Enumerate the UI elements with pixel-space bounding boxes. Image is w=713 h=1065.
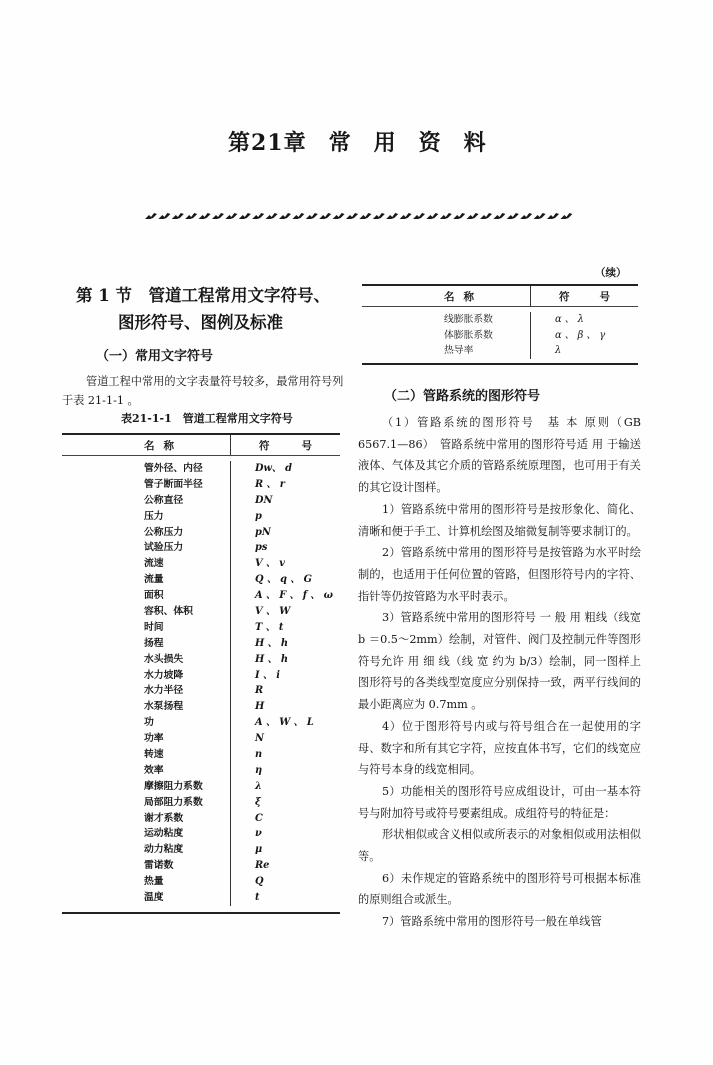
intro-paragraph xyxy=(62,372,344,410)
ornament-glyph xyxy=(333,213,345,219)
table-cell-name: 压力 xyxy=(144,510,164,522)
table-cell-name: 管子断面半径 xyxy=(144,478,203,490)
ornament-glyph xyxy=(440,213,452,219)
table-cell-name: 热导率 xyxy=(444,345,474,356)
header-symbol-char: 符 xyxy=(259,439,270,452)
ornament-glyph xyxy=(306,213,318,219)
chapter-word: 料 xyxy=(463,130,487,156)
header-name-char: 名 xyxy=(144,439,155,452)
header-name xyxy=(62,435,231,455)
chapter-word: 用 xyxy=(373,130,397,156)
continued-table xyxy=(362,284,638,365)
table-header xyxy=(362,286,638,307)
paragraph: 5）功能相关的图形符号应成组设计，可由一基本符号与附加符号或符号要素组成。成组符号的特征是： xyxy=(358,784,641,820)
symbols-table xyxy=(62,433,340,914)
table-cell-symbol: ξ xyxy=(255,796,261,808)
ornament-glyph xyxy=(534,213,546,219)
paragraph: 7）管路系统中常用的图形符号一般在单线管 xyxy=(382,915,602,929)
table-cell-name: 功率 xyxy=(144,733,164,745)
table-cell-name: 转速 xyxy=(144,749,164,761)
table-cell-name: 功 xyxy=(144,717,154,729)
body-text xyxy=(358,412,641,933)
table-cell-name: 雷诺数 xyxy=(144,860,174,872)
ornament-glyph xyxy=(467,213,479,219)
table-header xyxy=(62,435,340,456)
table-cell-symbol: A 、 F 、 f 、 ω xyxy=(255,590,333,602)
table-cell-symbol: I 、 i xyxy=(255,669,280,681)
intro-text: 管道工程中常用的文字表量符号较多，最常用符号列于表 21-1-1 。 xyxy=(62,375,344,407)
chapter-number: 第21章 xyxy=(228,130,307,156)
table-cell-name: 容积、体积 xyxy=(144,606,193,618)
table-cell-name: 局部阻力系数 xyxy=(144,796,203,808)
table-cell-symbol: η xyxy=(255,764,263,776)
continued-label: （续） xyxy=(595,267,627,279)
section-title xyxy=(76,282,330,336)
table-cell-symbol: C xyxy=(255,812,263,824)
ornament-glyph xyxy=(212,213,224,219)
ornament-glyph xyxy=(426,213,438,219)
header-symbol-char: 符 xyxy=(559,290,570,303)
ornament-glyph xyxy=(493,213,505,219)
table-cell-symbol: ν xyxy=(255,828,262,840)
table-cell-name: 面积 xyxy=(144,590,164,602)
table-cell-symbol: V 、 v xyxy=(255,558,285,570)
subsection-heading-2: （二）管路系统的图形符号 xyxy=(384,389,541,404)
table-caption: 表21-1-1 管道工程常用文字符号 xyxy=(121,412,293,425)
table-cell-symbol: α 、 λ xyxy=(555,314,584,325)
ornament-glyph xyxy=(145,213,157,219)
ornament-glyph xyxy=(319,213,331,219)
table-cell-name: 扬程 xyxy=(144,637,164,649)
ornament-glyph xyxy=(279,213,291,219)
table-cell-name: 水力半径 xyxy=(144,685,184,697)
chapter-title xyxy=(228,126,487,157)
table-cell-symbol: pN xyxy=(255,526,271,538)
name-column xyxy=(362,312,531,359)
ornament-glyph xyxy=(520,213,532,219)
table-body xyxy=(362,307,638,363)
table-cell-symbol: Re xyxy=(255,860,270,872)
table-cell-name: 体膨胀系数 xyxy=(444,329,493,341)
ornament-glyph xyxy=(507,213,519,219)
header-name xyxy=(362,286,531,306)
table-cell-name: 谢才系数 xyxy=(144,812,184,824)
ornament-glyph xyxy=(346,213,358,219)
paragraph: 2）管路系统中常用的图形符号是按管路为水平时绘制的，也适用于任何位置的管路，但图形符号内的字符、指针等仍按管路为水平时表示。 xyxy=(358,546,641,603)
header-symbol-char: 号 xyxy=(301,439,312,452)
header-name-char: 称 xyxy=(463,290,474,303)
paragraph: 1）管路系统中常用的图形符号是按形象化、简化、清晰和便于手工、计算机绘图及缩微复制等要求制订的。 xyxy=(358,502,641,538)
ornament-glyph xyxy=(453,213,465,219)
ornament-glyph xyxy=(185,213,197,219)
ornament-glyph xyxy=(225,213,237,219)
table-cell-symbol: T 、 t xyxy=(255,621,284,633)
header-symbol xyxy=(231,438,340,453)
ornament-glyph xyxy=(172,213,184,219)
ornament-glyph xyxy=(560,213,572,219)
table-cell-symbol: A 、 W 、 L xyxy=(255,717,314,729)
ornament-glyph xyxy=(359,213,371,219)
table-cell-name: 运动粘度 xyxy=(144,828,184,840)
table-cell-symbol: Q xyxy=(255,876,264,888)
table-cell-name: 时间 xyxy=(144,621,164,633)
table-cell-name: 热量 xyxy=(144,876,164,888)
table-body xyxy=(62,456,340,912)
table-cell-symbol: λ xyxy=(255,780,262,792)
header-symbol-char: 号 xyxy=(599,290,610,303)
header-name-char: 名 xyxy=(444,290,455,303)
decorative-border-ornament xyxy=(145,210,575,222)
table-cell-name: 试验压力 xyxy=(144,542,184,554)
table-cell-name: 流量 xyxy=(144,574,164,586)
table-cell-name: 公称压力 xyxy=(144,526,184,538)
table-cell-symbol: V 、 W xyxy=(255,606,291,618)
chapter-word: 常 xyxy=(328,130,352,156)
table-cell-name: 管外径、内径 xyxy=(144,463,203,474)
ornament-glyph xyxy=(413,213,425,219)
table-cell-name: 流速 xyxy=(144,558,164,570)
paragraph: 4）位于图形符号内或与符号组合在一起使用的字母、数字和所有其它字符，应按直体书写，它们的线宽应与符号本身的线宽相同。 xyxy=(358,719,641,777)
table-cell-symbol: t xyxy=(255,892,260,904)
symbol-column xyxy=(531,312,605,359)
ornament-glyph xyxy=(480,213,492,219)
ornament-glyph xyxy=(252,213,264,219)
table-cell-name: 动力粘度 xyxy=(144,844,184,856)
header-symbol xyxy=(531,289,638,304)
table-cell-symbol: ps xyxy=(255,542,268,554)
table-cell-symbol: α 、 β 、 γ xyxy=(555,329,606,341)
table-cell-name: 水泵扬程 xyxy=(144,701,184,713)
paragraph: 6）未作规定的管路系统中的图形符号可根据本标准的原则组合或派生。 xyxy=(358,871,641,907)
subsection-heading-1: （一）常用文字符号 xyxy=(96,349,214,364)
table-cell-symbol: Dw、 d xyxy=(255,463,292,474)
table-cell-name: 效率 xyxy=(144,764,164,776)
header-name-char: 称 xyxy=(163,439,174,452)
table-cell-name: 公称直径 xyxy=(144,494,184,506)
table-cell-name: 水力坡降 xyxy=(144,669,184,681)
table-cell-symbol: p xyxy=(255,510,262,522)
table-cell-symbol: R 、 r xyxy=(255,478,285,490)
ornament-glyph xyxy=(292,213,304,219)
paragraph: 3）管路系统中常用的图形符号 一 般 用 粗线（线宽 b ＝0.5～2mm）绘制，对管件、阀门及控制元件等图形符号允许 用 细 线（线 宽 约为 b/3）绘制，同一图样上图形符号的各类线型宽度应分别保持一致，两平行线间的最小距离应为 0.7mm 。 xyxy=(358,611,641,712)
ornament-glyph xyxy=(400,213,412,219)
table-cell-name: 水头损失 xyxy=(144,653,184,665)
table-cell-symbol: H 、 h xyxy=(255,653,288,665)
ornament-glyph xyxy=(239,213,251,219)
table-cell-symbol: H 、 h xyxy=(255,637,288,649)
ornament-glyph xyxy=(266,213,278,219)
table-cell-symbol: λ xyxy=(555,345,562,356)
table-cell-symbol: N xyxy=(255,733,264,745)
chapter-word: 资 xyxy=(418,130,442,156)
table-cell-symbol: Q 、 q 、 G xyxy=(255,574,312,586)
ornament-glyph xyxy=(199,213,211,219)
section-title-line2: 图形符号、图例及标准 xyxy=(118,313,283,332)
ornament-glyph xyxy=(158,213,170,219)
table-cell-symbol: μ xyxy=(255,844,263,856)
table-cell-name: 摩擦阻力系数 xyxy=(144,780,203,792)
table-cell-name: 温度 xyxy=(144,892,164,904)
paragraph: 形状相似或含义相似或所表示的对象相似或用法相似等。 xyxy=(358,828,641,864)
symbol-column xyxy=(231,461,333,906)
table-cell-symbol: DN xyxy=(255,494,273,506)
table-cell-name: 线膨胀系数 xyxy=(444,314,493,325)
section-title-line1: 第 1 节 管道工程常用文字符号、 xyxy=(76,286,330,305)
paragraph: （1）管路系统的图形符号 基 本 原则（GB 6567.1—86） 管路系统中常用的图形符号适 用 于输送液体、气体及其它介质的管路系统原理图，也可用于有关的其它设计图样。 xyxy=(358,416,641,495)
ornament-glyph xyxy=(373,213,385,219)
table-cell-symbol: R xyxy=(255,685,264,697)
table-cell-symbol: n xyxy=(255,749,263,761)
ornament-glyph xyxy=(386,213,398,219)
ornament-glyph xyxy=(547,213,559,219)
name-column xyxy=(62,461,231,906)
table-cell-symbol: H xyxy=(255,701,265,713)
